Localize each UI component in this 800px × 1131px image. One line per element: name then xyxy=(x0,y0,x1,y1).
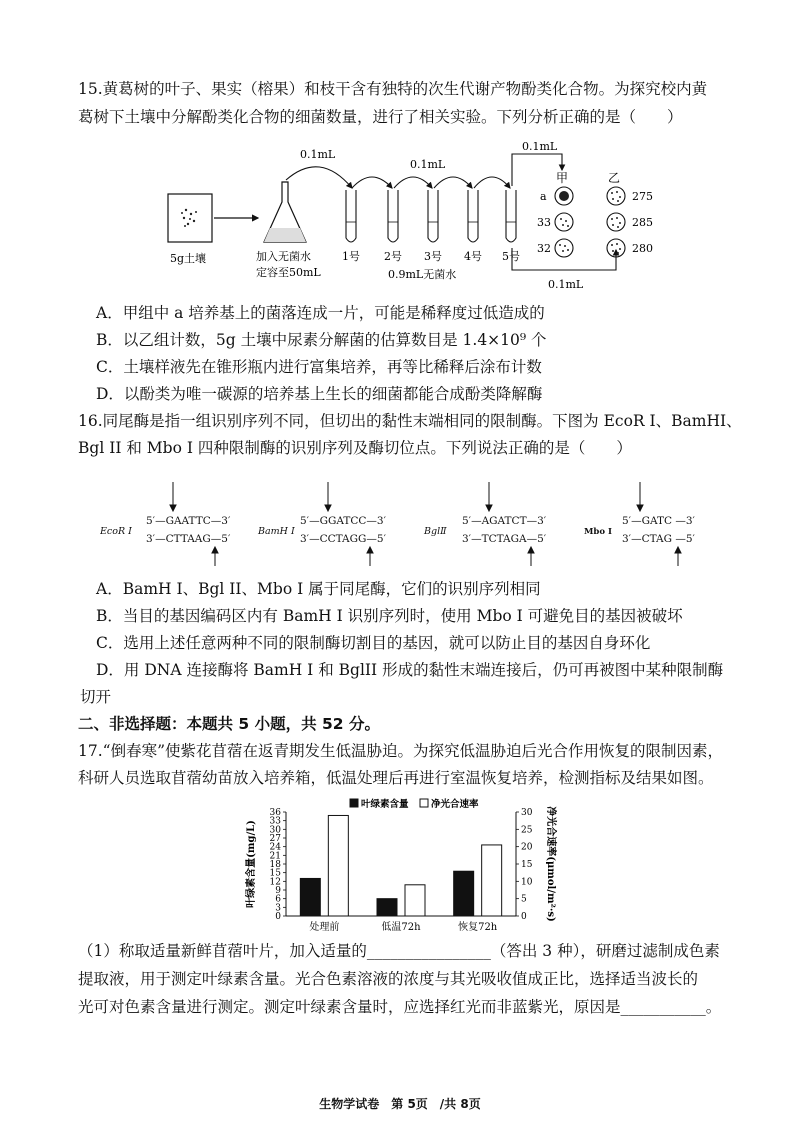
enzyme-name-mboi: Mbo I xyxy=(584,527,612,537)
enzyme-bottom-bamhi: 3′—CCTAGG—5′ xyxy=(300,533,386,545)
enzyme-top-bamhi: 5′—GGATCC—3′ xyxy=(300,515,386,527)
y-tick-label-right: 0 xyxy=(521,912,527,922)
y-tick-label-left: 6 xyxy=(275,894,281,905)
jia-label-33: 33 xyxy=(537,216,551,229)
y-tick-label-left: 27 xyxy=(269,834,281,844)
group-jia-label: 甲 xyxy=(556,171,569,185)
x-tick-label: 处理前 xyxy=(309,922,340,933)
y-tick-label-left: 21 xyxy=(269,851,281,862)
bar-net-photosynthesis xyxy=(328,815,348,916)
flask-label-2: 定容至50mL xyxy=(256,266,321,279)
transfer-label-2: 0.1mL xyxy=(410,158,446,171)
page-footer: 生物学试卷 第 5页 /共 8页 xyxy=(319,1097,481,1111)
q17-sub1-line1: （1）称取适量新鲜苜蓿叶片，加入适量的________________（答出 3 种），研磨过滤制成色素 xyxy=(78,942,720,960)
petri-dishes-yi xyxy=(607,187,625,257)
section-heading: 二、非选择题：本题共 5 小题，共 52 分。 xyxy=(78,715,380,733)
bar-chlorophyll xyxy=(300,878,320,916)
x-tick-label: 低温72h xyxy=(381,922,421,933)
tube-label-4: 4号 xyxy=(464,250,482,263)
q16-option-d: D．用 DNA 连接酶将 BamH I 和 BglII 形成的黏性末端连接后，仍可再被图中某种限制酶 xyxy=(96,661,724,679)
y-tick-label-right: 15 xyxy=(521,860,533,870)
y-tick-label-right: 30 xyxy=(521,808,533,818)
tube-label-2: 2号 xyxy=(384,250,402,263)
yi-count-3: 280 xyxy=(632,242,653,255)
enzyme-top-bglii: 5′—AGATCT—3′ xyxy=(462,515,547,527)
enzyme-bottom-bglii: 3′—TCTAGA—5′ xyxy=(462,533,547,545)
enzyme-bottom-mboi: 3′—CTAG —5′ xyxy=(622,533,695,545)
q15-option-c: C．土壤样液先在锥形瓶内进行富集培养，再等比稀释后涂布计数 xyxy=(96,358,542,376)
enzyme-name-ecori: EcoR I xyxy=(100,526,132,537)
q16-stem-line1: 16.同尾酶是指一组识别序列不同，但切出的黏性末端相同的限制酶。下图为 EcoR I、BamHI、 xyxy=(78,412,742,430)
tube-label-3: 3号 xyxy=(424,250,442,263)
y-tick-label-left: 15 xyxy=(269,868,281,879)
tube-label-1: 1号 xyxy=(342,250,360,263)
y-tick-label-left: 18 xyxy=(269,860,281,870)
flask-label-1: 加入无菌水 xyxy=(256,250,311,263)
enzyme-name-bglii: BglⅡ xyxy=(424,526,447,537)
q16-enzyme-figure xyxy=(100,478,720,570)
y-tick-label-right: 5 xyxy=(521,894,527,905)
q15-option-a: A．甲组中 a 培养基上的菌落连成一片，可能是稀释度过低造成的 xyxy=(96,304,545,322)
tube-label-5: 5号 xyxy=(502,250,520,263)
bar-net-photosynthesis xyxy=(405,885,425,916)
q15-option-b: B．以乙组计数，5g 土壤中尿素分解菌的估算数目是 1.4×10⁹ 个 xyxy=(96,331,547,349)
q17-stem-line1: 17.“倒春寒”使紫花苜蓿在返青期发生低温胁迫。为探究低温胁迫后光合作用恢复的限制因素， xyxy=(78,742,724,760)
y-tick-label-left: 3 xyxy=(275,903,281,914)
transfer-label-3: 0.1mL xyxy=(522,142,558,153)
transfer-label-4: 0.1mL xyxy=(548,278,584,291)
y-tick-label-left: 12 xyxy=(269,877,281,888)
legend-swatch-net-photosynthesis xyxy=(420,799,428,807)
enzyme-name-bamhi: BamH I xyxy=(258,526,295,537)
q16-option-a: A．BamH I、Bgl II、Mbo I 属于同尾酶，它们的识别序列相同 xyxy=(96,580,541,598)
q15-stem-line1: 15.黄葛树的叶子、果实（榕果）和枝干含有独特的次生代谢产物酚类化合物。为探究校内黄 xyxy=(78,80,708,98)
bar-chlorophyll xyxy=(377,899,397,916)
y-axis-title-left: 叶绿素含量(mg/L) xyxy=(246,820,257,908)
q15-dilution-figure xyxy=(160,142,680,302)
q16-option-b: B．当目的基因编码区内有 BamH I 识别序列时，使用 Mbo I 可避免目的基因被破坏 xyxy=(96,607,683,625)
q16-stem-line2: Bgl II 和 Mbo I 四种限制酶的识别序列及酶切位点。下列说法正确的是（ ） xyxy=(78,439,632,457)
soil-label: 5g土壤 xyxy=(170,252,207,265)
y-tick-label-left: 9 xyxy=(275,886,281,896)
q17-stem-line2: 科研人员选取苜蓿幼苗放入培养箱，低温处理后再进行室温恢复培养，检测指标及结果如图。 xyxy=(78,769,714,787)
enzyme-bottom-ecori: 3′—CTTAAG—5′ xyxy=(146,533,231,545)
soil-dots-icon xyxy=(181,209,197,227)
y-tick-label-right: 25 xyxy=(521,825,533,836)
legend-label-net-photosynthesis: 净光合速率 xyxy=(431,799,479,810)
diluent-label: 0.9mL无菌水 xyxy=(388,268,457,281)
yi-count-1: 275 xyxy=(632,190,653,203)
enzyme-top-mboi: 5′—GATC —3′ xyxy=(622,515,695,527)
q15-stem-line2: 葛树下土壤中分解酚类化合物的细菌数量，进行了相关实验。下列分析正确的是（ ） xyxy=(78,108,683,126)
y-tick-label-right: 20 xyxy=(521,842,533,853)
yi-count-2: 285 xyxy=(632,216,653,229)
q17-sub1-line2: 提取液，用于测定叶绿素含量。光合色素溶液的浓度与其光吸收值成正比，选择适当波长的 xyxy=(78,970,699,988)
x-tick-label: 恢复72h xyxy=(458,922,498,933)
y-tick-label-left: 33 xyxy=(269,816,281,827)
y-tick-label-left: 30 xyxy=(269,825,281,836)
q16-option-d-cont: 切开 xyxy=(80,688,112,706)
q16-option-c: C．选用上述任意两种不同的限制酶切割目的基因，就可以防止目的基因自身环化 xyxy=(96,634,651,652)
jia-label-a: a xyxy=(540,190,547,203)
bar-net-photosynthesis xyxy=(482,845,502,916)
legend-label-chlorophyll: 叶绿素含量 xyxy=(361,799,409,810)
y-axis-title-right: 净光合速率(μmol/m²·s) xyxy=(545,806,556,922)
q17-sub1-line3: 光可对色素含量进行测定。测定叶绿素含量时，应选择红光而非蓝紫光，原因是___________。 xyxy=(78,998,722,1016)
jia-label-32: 32 xyxy=(537,242,551,255)
legend-swatch-chlorophyll xyxy=(350,799,358,807)
y-tick-label-left: 24 xyxy=(269,842,281,853)
cut-site-arrows xyxy=(170,482,681,566)
q17-bar-chart xyxy=(240,796,570,938)
group-yi-label: 乙 xyxy=(608,171,621,185)
y-tick-label-left: 0 xyxy=(275,912,281,922)
test-tubes xyxy=(346,190,516,242)
q15-option-d: D．以酚类为唯一碳源的培养基上生长的细菌都能合成酚类降解酶 xyxy=(96,385,543,403)
y-tick-label-right: 10 xyxy=(521,877,533,888)
bar-chlorophyll xyxy=(454,871,474,916)
y-tick-label-left: 36 xyxy=(269,808,281,818)
enzyme-top-ecori: 5′—GAATTC—3′ xyxy=(146,515,231,527)
transfer-label-1: 0.1mL xyxy=(300,148,336,161)
